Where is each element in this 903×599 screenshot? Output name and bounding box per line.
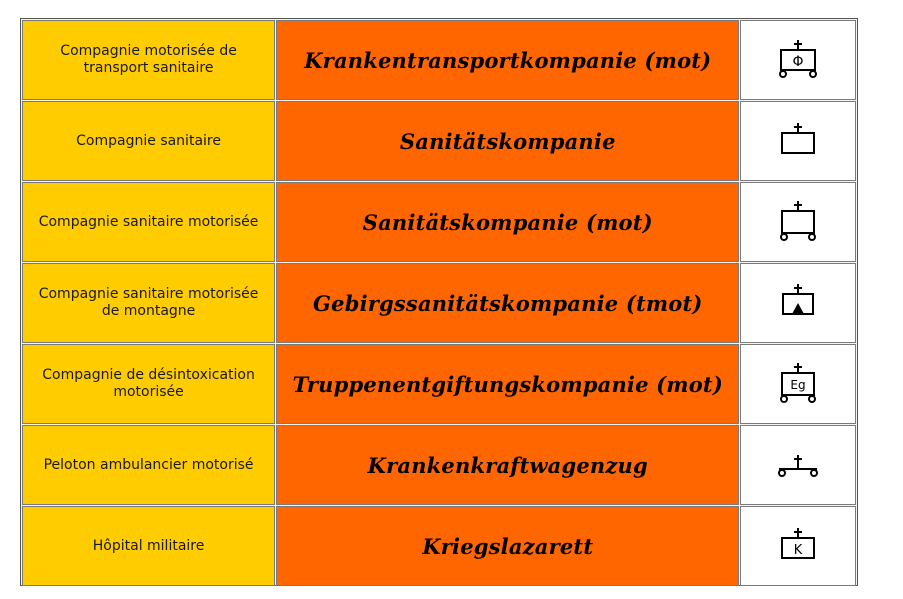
german-name: Krankenkraftwagenzug [276, 425, 739, 505]
table-row [22, 506, 856, 586]
medical-company-icon [773, 119, 823, 163]
german-name: Kriegslazarett [276, 506, 739, 586]
french-name: Compagnie sanitaire [22, 101, 275, 181]
german-name: Sanitätskompanie (mot) [276, 182, 739, 262]
mountain-medical-company-icon [773, 281, 823, 325]
french-name: Hôpital militaire [22, 506, 275, 586]
table-row [22, 101, 856, 181]
french-name: Peloton ambulancier motorisé [22, 425, 275, 505]
french-name: Compagnie motorisée de transport sanitaire [22, 20, 275, 100]
table-row [22, 182, 856, 262]
french-name: Compagnie sanitaire motorisée de montagne [22, 263, 275, 343]
german-name: Gebirgssanitätskompanie (tmot) [276, 263, 739, 343]
table-row [22, 263, 856, 343]
table-row [22, 20, 856, 100]
symbol-code: Φ [792, 54, 804, 70]
french-name: Compagnie de désintoxication motorisée [22, 344, 275, 424]
medical-company-motorized-icon [773, 199, 823, 245]
ambulance-platoon-icon [773, 445, 823, 485]
table-row [22, 425, 856, 505]
symbol-code: K [793, 543, 803, 558]
symbol-code: Eg [790, 378, 806, 392]
medical-transport-company-motorized-icon [773, 38, 823, 82]
units-table [20, 18, 858, 586]
german-name: Sanitätskompanie [276, 101, 739, 181]
field-hospital-icon [773, 524, 823, 568]
french-name: Compagnie sanitaire motorisée [22, 182, 275, 262]
decontamination-company-icon [773, 361, 823, 407]
german-name: Krankentransportkompanie (mot) [276, 20, 739, 100]
german-name: Truppenentgiftungskompanie (mot) [276, 344, 739, 424]
table-row [22, 344, 856, 424]
